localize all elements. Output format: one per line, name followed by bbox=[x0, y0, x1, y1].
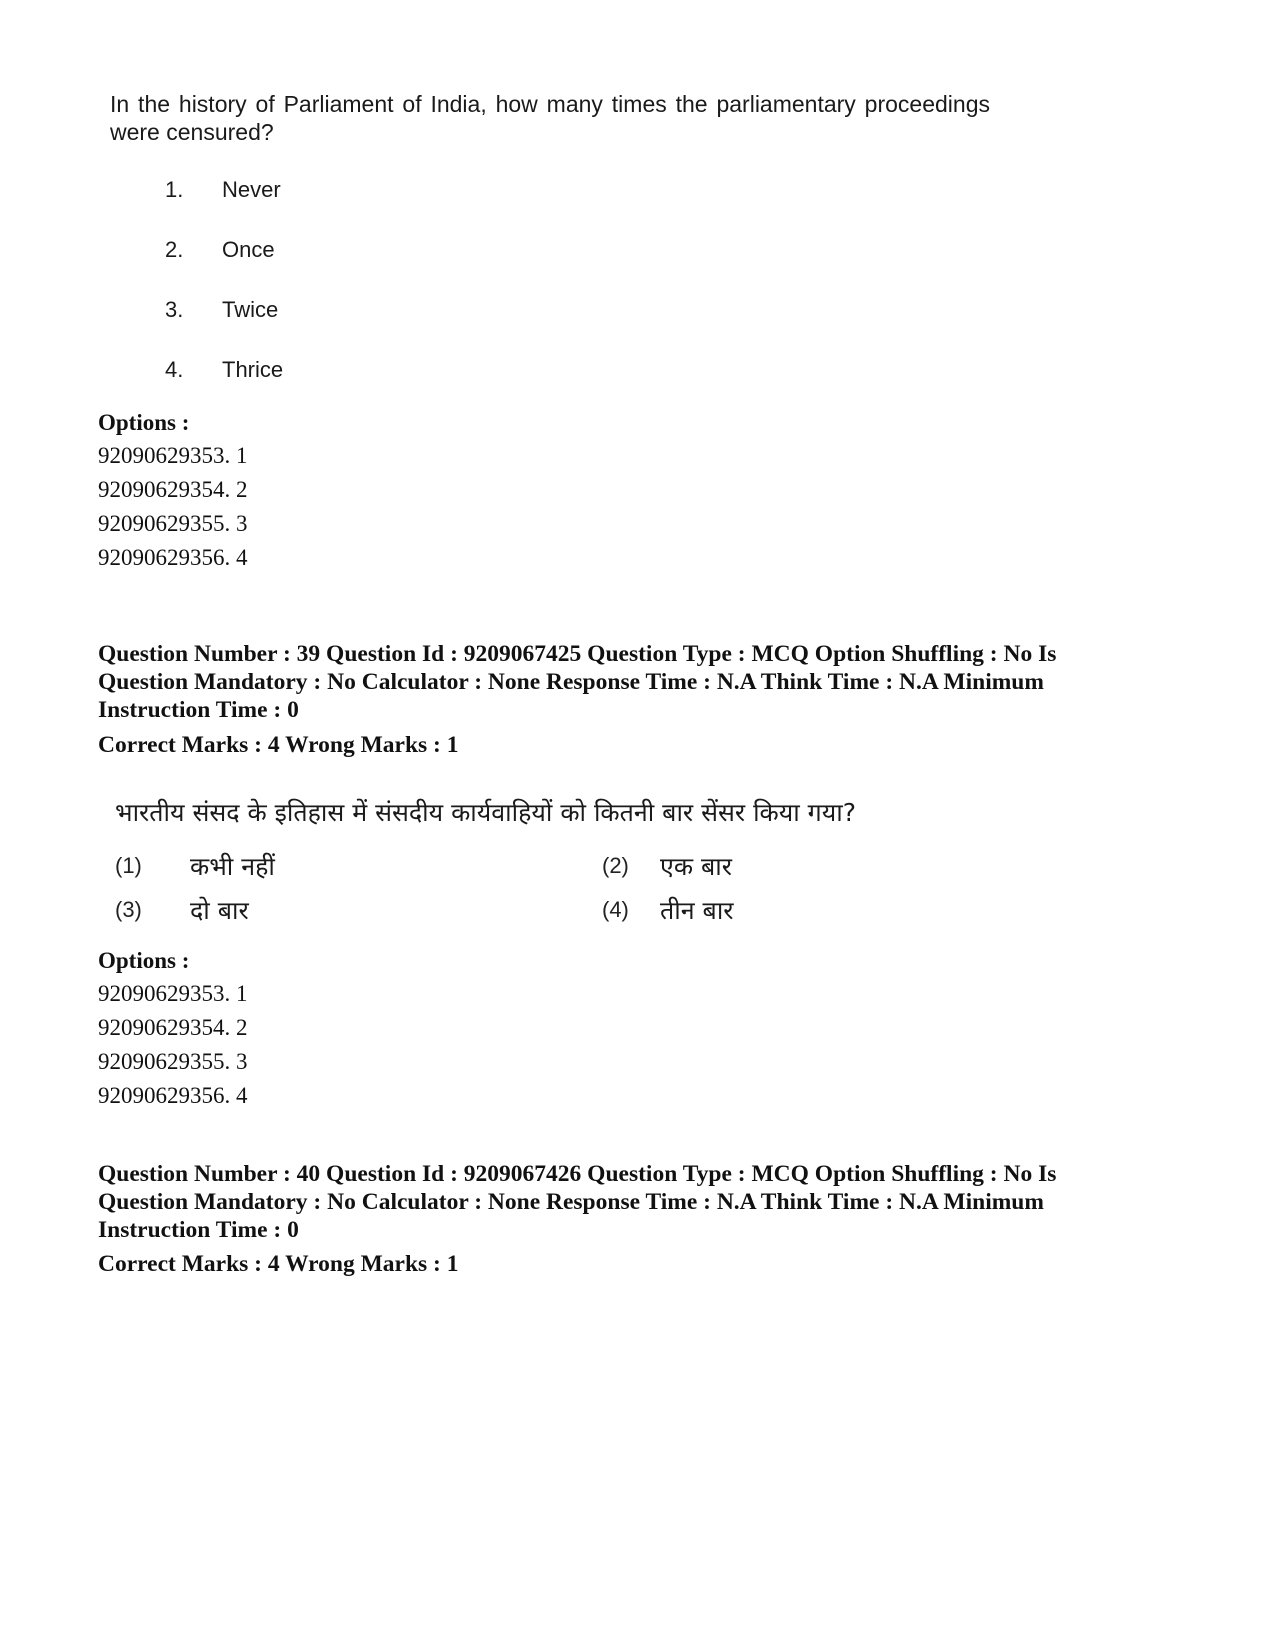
choice-number: 4. bbox=[165, 357, 184, 382]
choice-number: 1. bbox=[165, 177, 184, 202]
choice-text: Never bbox=[222, 177, 281, 202]
meta-line: Question Number : 40 Question Id : 9209067426 Question Type : MCQ Option Shuffling : No Is bbox=[98, 1161, 1057, 1187]
meta-line: Question Mandatory : No Calculator : None Response Time : N.A Think Time : N.A Minimum bbox=[98, 1189, 1044, 1215]
option-id-line: 92090629355. 3 bbox=[98, 1049, 248, 1074]
options-label: Options : bbox=[98, 948, 190, 973]
choice-number: (2) bbox=[602, 853, 629, 878]
option-id-line: 92090629353. 1 bbox=[98, 443, 248, 468]
question-39-marks: Correct Marks : 4 Wrong Marks : 1 bbox=[98, 732, 459, 758]
option-id-line: 92090629356. 4 bbox=[98, 1083, 248, 1108]
question-38-text: In the history of Parliament of India, how many times the parliamentary proceedings were censured? bbox=[110, 91, 990, 145]
question-40-meta bbox=[98, 1160, 1178, 1244]
choice-number: 3. bbox=[165, 297, 184, 322]
choice-text: Twice bbox=[222, 297, 279, 322]
meta-line: Question Mandatory : No Calculator : None Response Time : N.A Think Time : N.A Minimum bbox=[98, 669, 1044, 695]
choice-number: (4) bbox=[602, 897, 629, 922]
choice-number: (1) bbox=[115, 853, 142, 878]
question-39-text-hindi: भारतीय संसद के इतिहास में संसदीय कार्यवाहियों को कितनी बार सेंसर किया गया? bbox=[115, 798, 856, 827]
question-40-marks: Correct Marks : 4 Wrong Marks : 1 bbox=[98, 1251, 459, 1277]
option-id-line: 92090629355. 3 bbox=[98, 511, 248, 536]
question-39-meta bbox=[98, 640, 1178, 724]
choice-text: Once bbox=[222, 237, 275, 262]
meta-line: Instruction Time : 0 bbox=[98, 697, 299, 723]
option-id-line: 92090629354. 2 bbox=[98, 477, 248, 502]
choice-number: (3) bbox=[115, 897, 142, 922]
choice-text: दो बार bbox=[190, 896, 249, 925]
choice-text: कभी नहीं bbox=[190, 852, 275, 881]
choice-text: एक बार bbox=[660, 852, 732, 881]
option-id-line: 92090629354. 2 bbox=[98, 1015, 248, 1040]
option-id-line: 92090629356. 4 bbox=[98, 545, 248, 570]
options-label: Options : bbox=[98, 410, 190, 435]
option-id-line: 92090629353. 1 bbox=[98, 981, 248, 1006]
meta-line: Instruction Time : 0 bbox=[98, 1217, 299, 1243]
choice-text: Thrice bbox=[222, 357, 284, 382]
choice-number: 2. bbox=[165, 237, 184, 262]
meta-line: Question Number : 39 Question Id : 9209067425 Question Type : MCQ Option Shuffling : No Is bbox=[98, 641, 1057, 667]
choice-text: तीन बार bbox=[660, 896, 734, 925]
